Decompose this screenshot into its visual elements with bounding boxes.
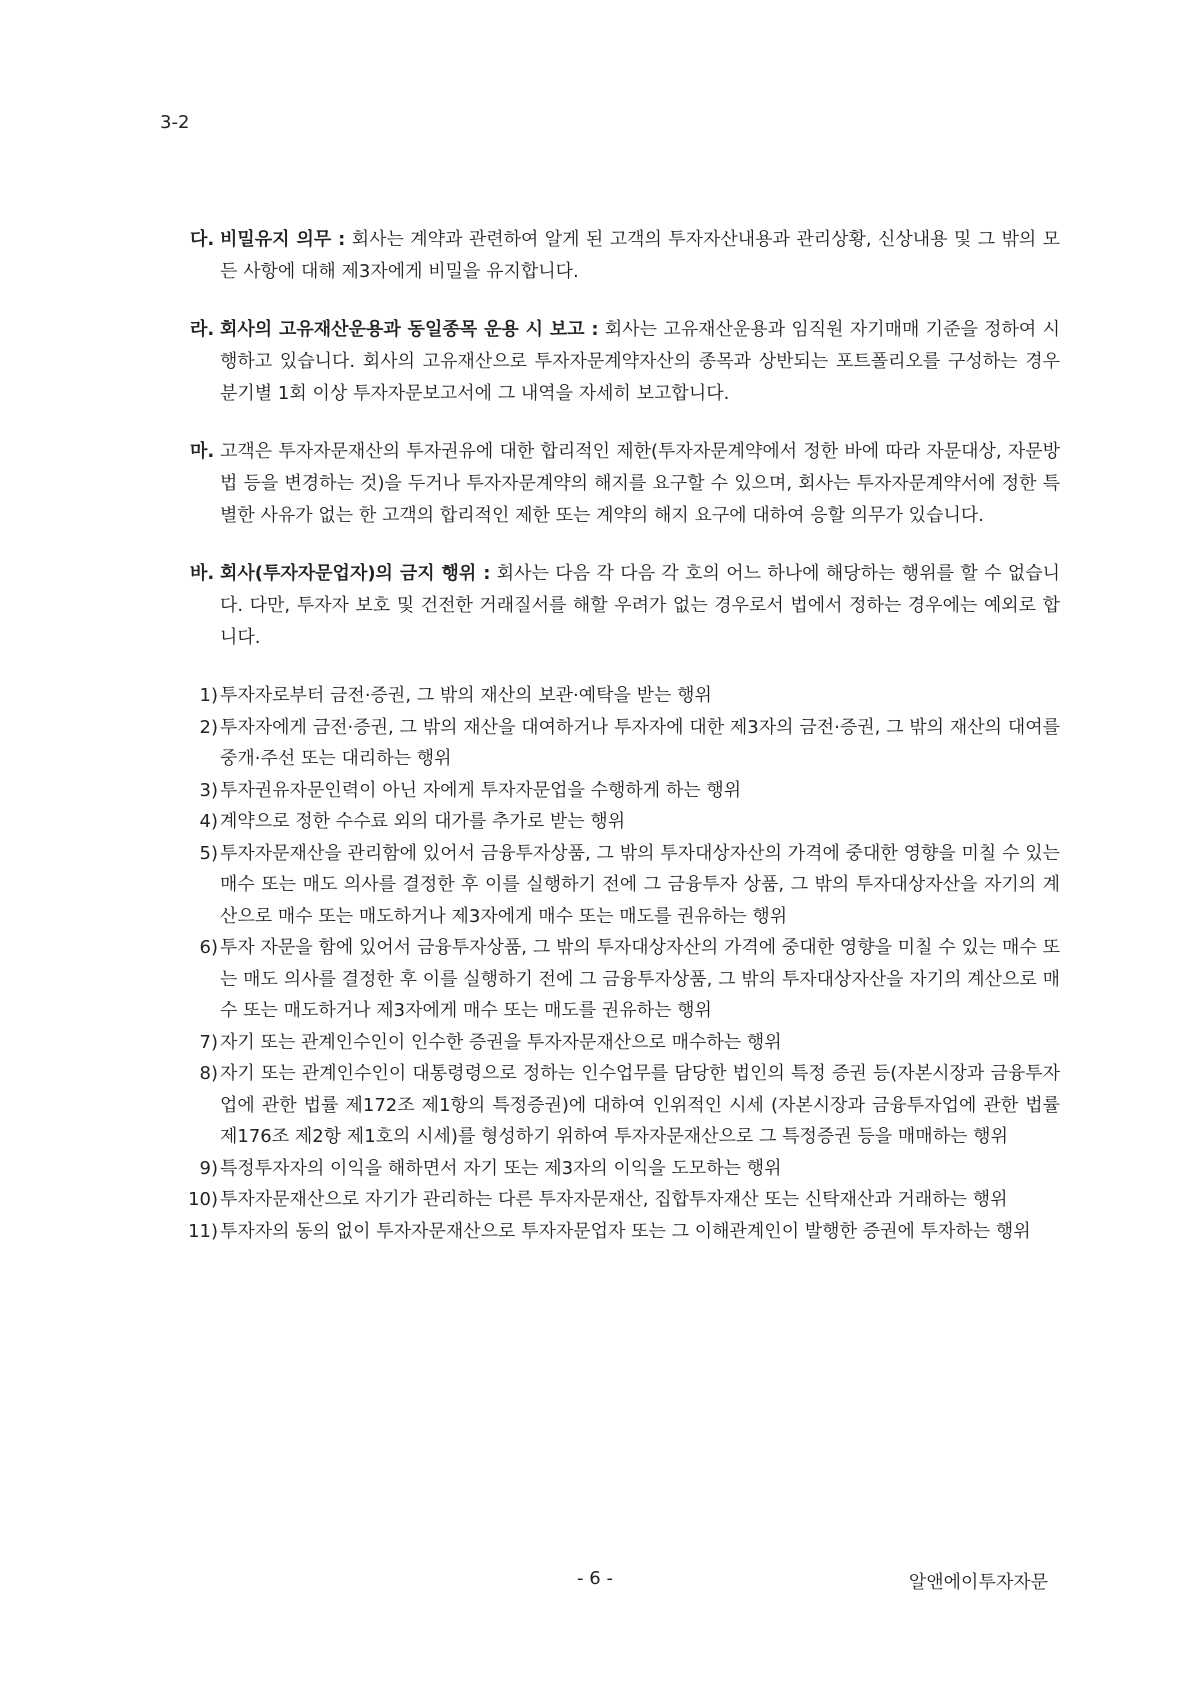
company-name: 알앤에이투자자문 bbox=[908, 1572, 1048, 1593]
list-item-number: 2) bbox=[199, 716, 218, 738]
section-marker: 바. bbox=[190, 563, 215, 584]
section-text: 고객은 투자자문재산의 투자권유에 대한 합리적인 제한(투자자문계약에서 정한 바에 따라 자문대상, 자문방법 등을 변경하는 것)을 두거나 투자자문계약의 해지를 요구할 수 있으며, 회사는 투자자문계약서에 정한 특별한 사유가 없는 한 고객의 합리적인 제한 또는 계약의 해지 요구에 대하여 응할 의무가 있습니다. bbox=[220, 441, 1060, 526]
section-title: 비밀유지 의무 : bbox=[220, 229, 346, 250]
section-marker: 라. bbox=[190, 319, 215, 340]
list-item bbox=[190, 1027, 1060, 1059]
list-item bbox=[190, 712, 1060, 775]
list-item-text: 투자 자문을 함에 있어서 금융투자상품, 그 밖의 투자대상자산의 가격에 중대한 영향을 미칠 수 있는 매수 또는 매도 의사를 결정한 후 이를 실행하기 전에 그 금융투자상품, 그 밖의 투자대상자산을 자기의 계산으로 매수 또는 매도하거나 제3자에게 매수 또는 매도를 권유하는 행위 bbox=[220, 937, 1060, 1021]
list-item bbox=[190, 932, 1060, 1027]
list-item-number: 9) bbox=[199, 1157, 218, 1179]
list-item-number: 7) bbox=[199, 1031, 218, 1053]
list-item-text: 투자자문재산을 관리함에 있어서 금융투자상품, 그 밖의 투자대상자산의 가격에 중대한 영향을 미칠 수 있는 매수 또는 매도 의사를 결정한 후 이를 실행하기 전에 그 금융투자 상품, 그 밖의 투자대상자산을 자기의 계산으로 매수 또는 매도하거나 제3자에게 매수 또는 매도를 권유하는 행위 bbox=[220, 842, 1060, 927]
list-item bbox=[190, 838, 1060, 933]
section-text: 회사는 계약과 관련하여 알게 된 고객의 투자자산내용과 관리상황, 신상내용 및 그 밖의 모든 사항에 대해 제3자에게 비밀을 유지합니다. bbox=[220, 229, 1060, 282]
section-title: 회사의 고유재산운용과 동일종목 운용 시 보고 : bbox=[220, 319, 599, 340]
list-item-number: 11) bbox=[188, 1220, 218, 1242]
section-text: 회사는 고유재산운용과 임직원 자기매매 기준을 정하여 시행하고 있습니다. 회사의 고유재산으로 투자자문계약자산의 종목과 상반되는 포트폴리오를 구성하는 경우 분기별 1회 이상 투자자문보고서에 그 내역을 자세히 보고합니다. bbox=[220, 319, 1060, 404]
section-text: 회사는 다음 각 다음 각 호의 어느 하나에 해당하는 행위를 할 수 없습니다. 다만, 투자자 보호 및 건전한 거래질서를 해할 우려가 없는 경우로서 법에서 정하는 경우에는 예외로 합니다. bbox=[220, 563, 1060, 648]
list-item bbox=[190, 1153, 1060, 1185]
section-marker: 다. bbox=[190, 229, 215, 250]
list-item-text: 특정투자자의 이익을 해하면서 자기 또는 제3자의 이익을 도모하는 행위 bbox=[220, 1157, 782, 1179]
list-item-text: 투자자의 동의 없이 투자자문재산으로 투자자문업자 또는 그 이해관계인이 발행한 증권에 투자하는 행위 bbox=[220, 1220, 1031, 1242]
list-item-number: 5) bbox=[199, 842, 218, 864]
list-item-number: 4) bbox=[199, 811, 218, 832]
list-item-text: 자기 또는 관계인수인이 인수한 증권을 투자자문재산으로 매수하는 행위 bbox=[220, 1031, 782, 1053]
list-item-text: 투자권유자문인력이 아닌 자에게 투자자문업을 수행하게 하는 행위 bbox=[220, 779, 742, 801]
prohibited-acts-list bbox=[190, 680, 1060, 1247]
section-confidentiality bbox=[190, 224, 1060, 288]
section-proprietary-report bbox=[190, 314, 1060, 410]
list-item-number: 8) bbox=[199, 1063, 218, 1084]
section-title: 회사(투자자문업자)의 금지 행위 : bbox=[220, 563, 491, 584]
list-item bbox=[190, 1184, 1060, 1216]
section-client-restriction bbox=[190, 436, 1060, 532]
list-item-number: 6) bbox=[199, 937, 218, 958]
list-item-text: 투자자에게 금전·증권, 그 밖의 재산을 대여하거나 투자자에 대한 제3자의 금전·증권, 그 밖의 재산의 대여를 중개·주선 또는 대리하는 행위 bbox=[220, 716, 1060, 769]
list-item bbox=[190, 806, 1060, 838]
list-item-number: 1) bbox=[199, 685, 218, 706]
list-item-text: 투자자문재산으로 자기가 관리하는 다른 투자자문재산, 집합투자재산 또는 신탁재산과 거래하는 행위 bbox=[220, 1189, 1008, 1210]
document-body bbox=[190, 224, 1060, 1247]
list-item-text: 투자자로부터 금전·증권, 그 밖의 재산의 보관·예탁을 받는 행위 bbox=[220, 685, 712, 706]
list-item bbox=[190, 775, 1060, 807]
list-item bbox=[190, 1058, 1060, 1153]
list-item bbox=[190, 680, 1060, 712]
section-prohibited-acts bbox=[190, 558, 1060, 654]
list-item bbox=[190, 1216, 1060, 1248]
list-item-text: 계약으로 정한 수수료 외의 대가를 추가로 받는 행위 bbox=[220, 811, 626, 832]
page-label: 3-2 bbox=[160, 112, 190, 133]
section-marker: 마. bbox=[190, 441, 215, 462]
list-item-number: 3) bbox=[199, 779, 218, 801]
page-number: - 6 - bbox=[577, 1568, 613, 1589]
list-item-text: 자기 또는 관계인수인이 대통령령으로 정하는 인수업무를 담당한 법인의 특정 증권 등(자본시장과 금융투자업에 관한 법률 제172조 제1항의 특정증권)에 대하여 인위적인 시세 (자본시장과 금융투자업에 관한 법률 제176조 제2항 제1호의 시세)를 형성하기 위하여 투자자문재산으로 그 특정증권 등을 매매하는 행위 bbox=[220, 1063, 1060, 1147]
list-item-number: 10) bbox=[188, 1189, 218, 1210]
